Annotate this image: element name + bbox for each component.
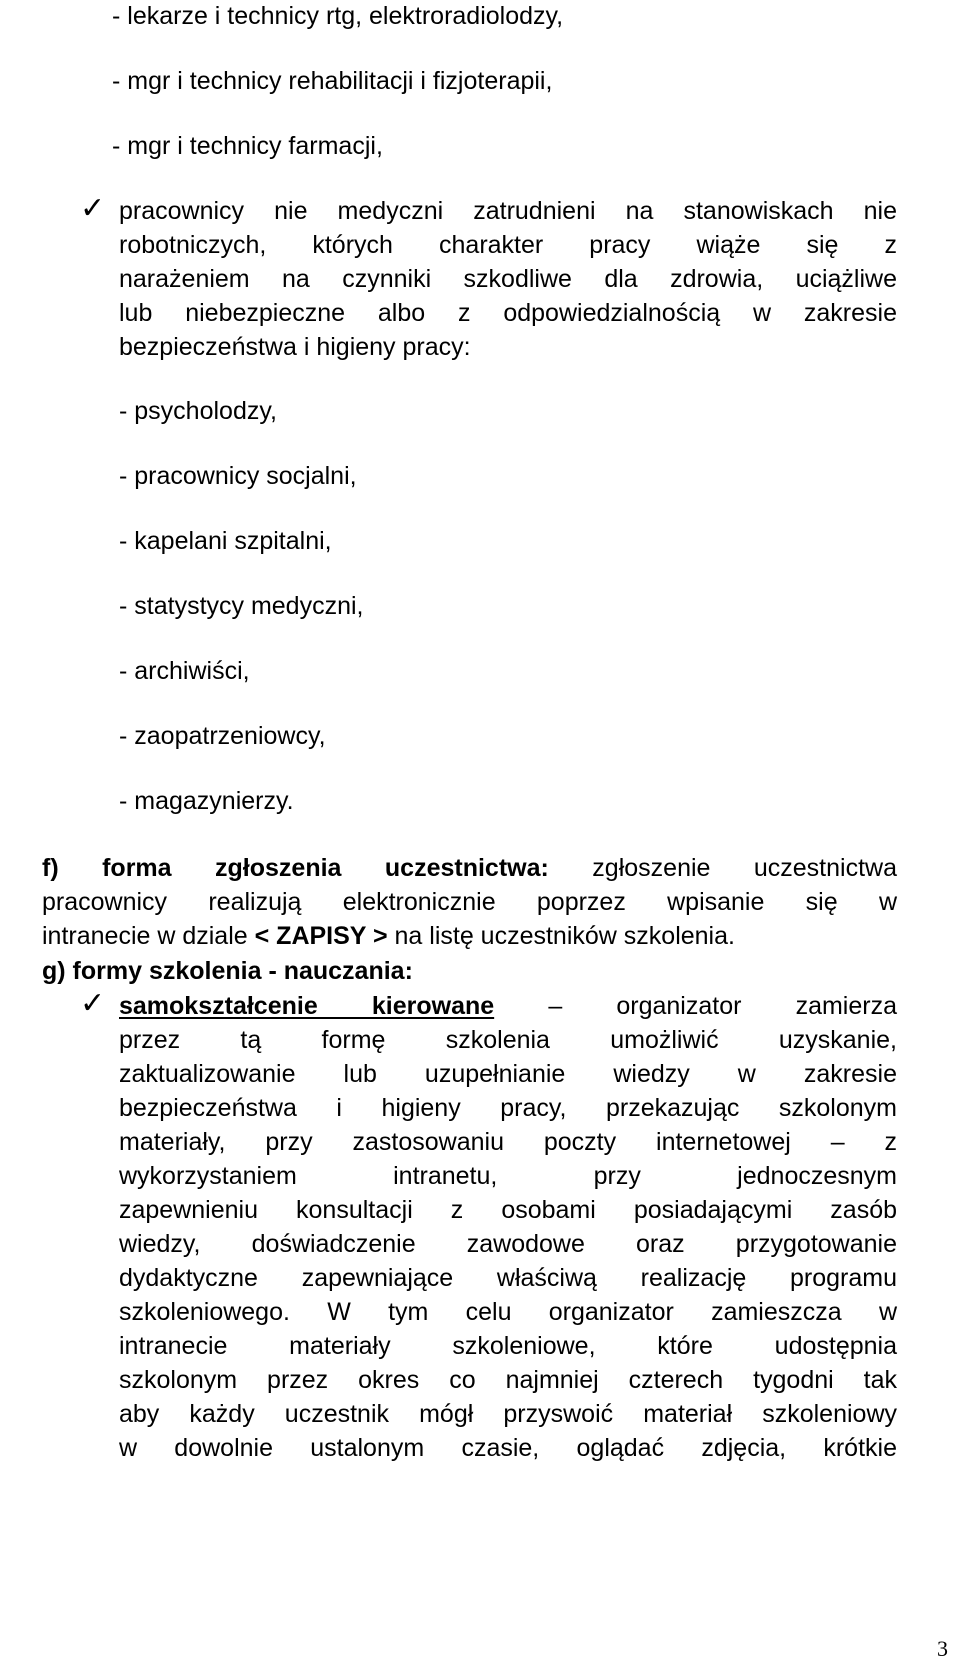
list-item: - kapelani szpitalni,	[119, 527, 332, 555]
section-g-line: szkoleniowego. W tym celu organizator zamieszcza w	[119, 1298, 897, 1326]
section-g-line: intranecie materiały szkoleniowe, które udostępnia	[119, 1332, 897, 1360]
section-f-line	[42, 920, 735, 952]
paragraph-line: lub niebezpieczne albo z odpowiedzialnością w zakresie	[119, 299, 897, 327]
term-samoksztalcenie: samokształcenie kierowane	[119, 992, 495, 1020]
section-g-text: – organizator zamierza	[548, 992, 897, 1020]
list-item: - mgr i technicy farmacji,	[112, 132, 383, 160]
section-g-line: zapewnieniu konsultacji z osobami posiadającymi zasób	[119, 1196, 897, 1224]
section-f-line	[42, 852, 897, 884]
section-g-line: szkolonym przez okres co najmniej czterech tygodni tak	[119, 1366, 897, 1394]
page-number: 3	[937, 1636, 948, 1661]
list-item: - mgr i technicy rehabilitacji i fizjoterapii,	[112, 67, 553, 95]
paragraph-line: pracownicy nie medyczni zatrudnieni na stanowiskach nie	[119, 197, 897, 225]
section-g-line: bezpieczeństwa i higieny pracy, przekazując szkolonym	[119, 1094, 897, 1122]
paragraph-line: narażeniem na czynniki szkodliwe dla zdrowia, uciążliwe	[119, 265, 897, 293]
section-f-text: zgłoszenie uczestnictwa	[592, 854, 897, 882]
list-item: - lekarze i technicy rtg, elektroradiolodzy,	[112, 2, 564, 30]
list-item: - archiwiści,	[119, 657, 250, 685]
section-g-line: dydaktyczne zapewniające właściwą realizację programu	[119, 1264, 897, 1292]
list-item: - pracownicy socjalni,	[119, 462, 357, 490]
list-item: - psycholodzy,	[119, 397, 277, 425]
paragraph-line: bezpieczeństwa i higieny pracy:	[119, 333, 471, 361]
section-g-line	[119, 990, 897, 1022]
section-g-line: aby każdy uczestnik mógł przyswoić materiał szkoleniowy	[119, 1400, 897, 1428]
section-g-line: materiały, przy zastosowaniu poczty internetowej – z	[119, 1128, 897, 1156]
section-g-line: wykorzystaniem intranetu, przy jednoczesnym	[119, 1162, 897, 1190]
section-g-heading	[42, 955, 413, 987]
section-g-line: zaktualizowanie lub uzupełnianie wiedzy w zakresie	[119, 1060, 897, 1088]
section-g-title: g) formy szkolenia - nauczania:	[42, 957, 413, 985]
list-item: - zaopatrzeniowcy,	[119, 722, 326, 750]
section-f-line: pracownicy realizują elektronicznie poprzez wpisanie się w	[42, 888, 897, 916]
check-mark-icon: ✓	[80, 191, 106, 226]
list-item: - statystycy medyczni,	[119, 592, 364, 620]
section-g-line: w dowolnie ustalonym czasie, oglądać zdjęcia, krótkie	[119, 1434, 897, 1462]
section-f-heading: f) forma zgłoszenia uczestnictwa:	[42, 854, 549, 882]
section-f-text: intranecie w dziale	[42, 922, 248, 950]
check-mark-icon: ✓	[80, 986, 106, 1021]
section-g-line: przez tą formę szkolenia umożliwić uzyskanie,	[119, 1026, 897, 1054]
list-item: - magazynierzy.	[119, 787, 294, 815]
paragraph-line: robotniczych, których charakter pracy wiąże się z	[119, 231, 897, 259]
section-g-line: wiedzy, doświadczenie zawodowe oraz przygotowanie	[119, 1230, 897, 1258]
zapisy-label: < ZAPISY >	[254, 922, 388, 950]
section-f-text: na listę uczestników szkolenia.	[394, 922, 735, 950]
